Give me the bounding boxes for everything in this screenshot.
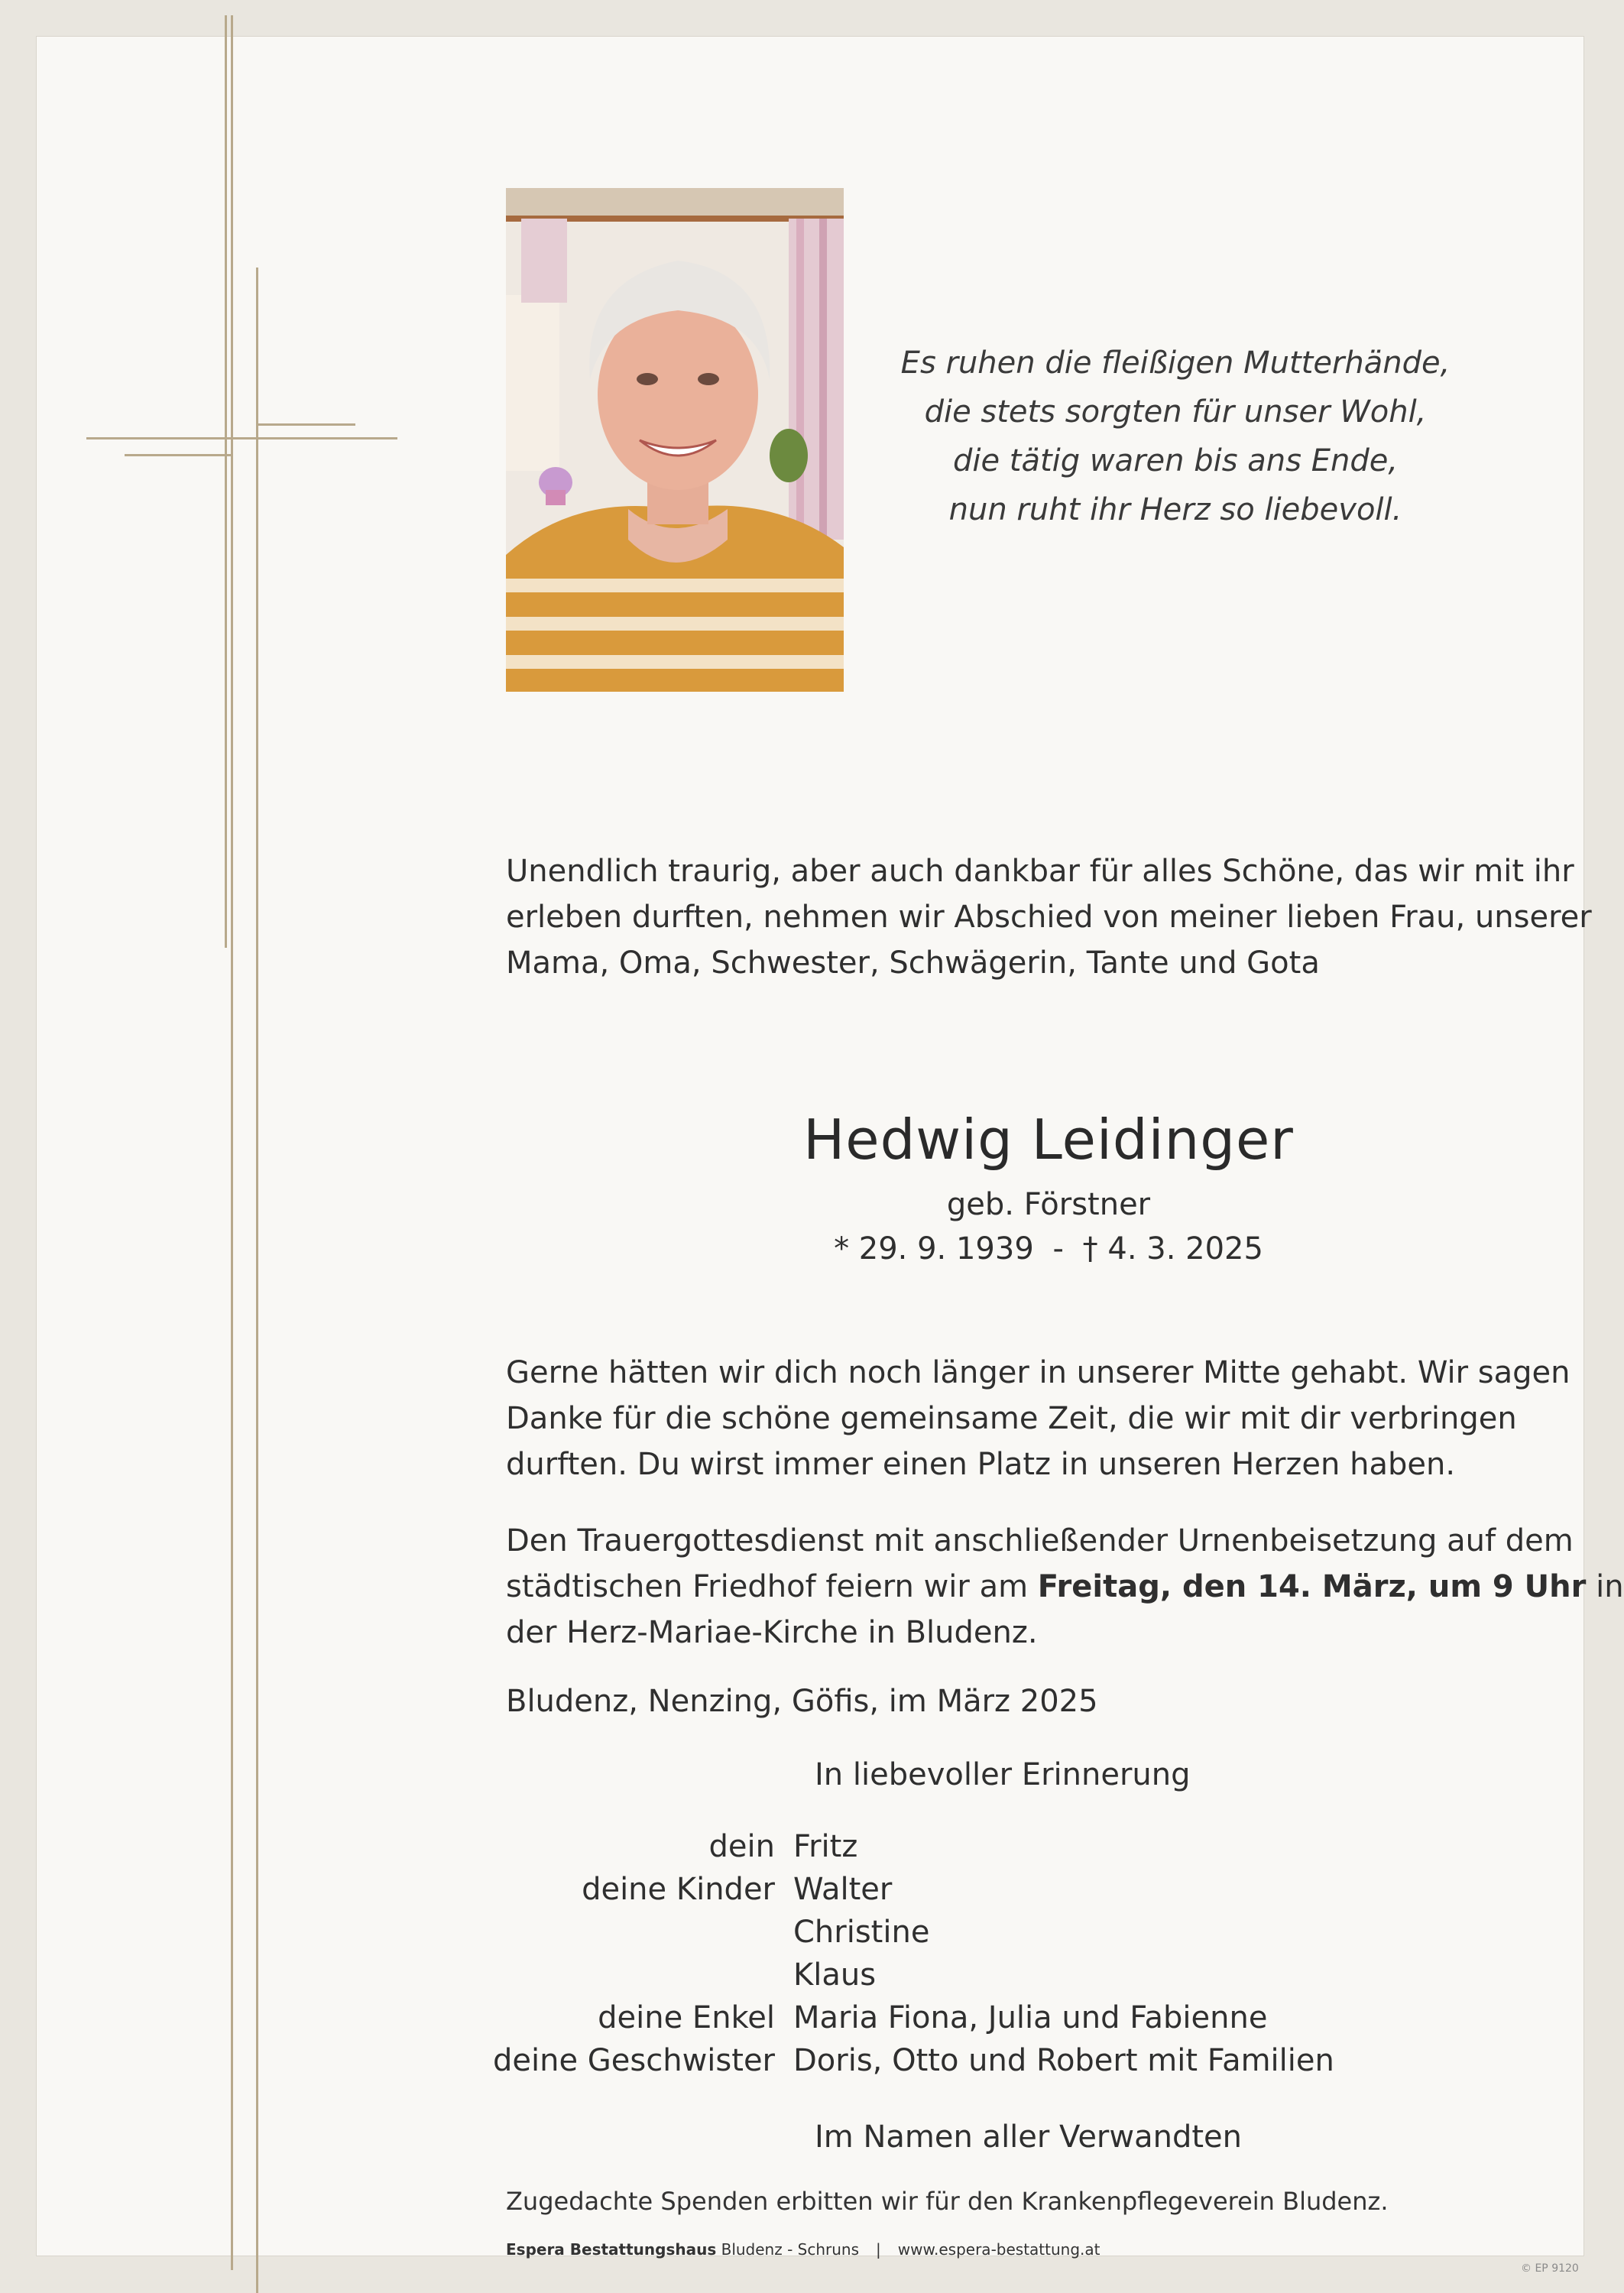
on-behalf-line: Im Namen aller Verwandten (815, 2119, 1242, 2155)
relative-names: Walter (793, 1872, 893, 1907)
intro-line: Mama, Oma, Schwester, Schwägerin, Tante und Gota (506, 945, 1320, 981)
relative-names: Maria Fiona, Julia und Fabienne (793, 2000, 1268, 2035)
relative-row (465, 1996, 1382, 2039)
relative-role (465, 1911, 793, 1954)
death-date: † 4. 3. 2025 (1082, 1231, 1263, 1267)
relative-role: dein (708, 1829, 775, 1864)
obituary-card (37, 37, 1624, 2259)
relatives-list (465, 1825, 1382, 2082)
cross-line (256, 268, 258, 2293)
place-date: Bludenz, Nenzing, Göfis, im März 2025 (506, 1684, 1098, 1719)
relative-names: Doris, Otto und Robert mit Familien (793, 2043, 1334, 2078)
relative-row (465, 1954, 1382, 1996)
cross-line (231, 15, 233, 2270)
farewell-line: durften. Du wirst immer einen Platz in unseren Herzen haben. (506, 1447, 1456, 1482)
poem-line: die tätig waren bis ans Ende, (952, 443, 1399, 478)
funeral-home-locations: Bludenz - Schruns (716, 2240, 860, 2259)
relative-row (465, 1825, 1382, 1868)
intro-line: Unendlich traurig, aber auch dankbar für alles Schöne, das wir mit ihr (506, 854, 1574, 889)
farewell-text (506, 1350, 1571, 1487)
service-text (506, 1518, 1624, 1656)
intro-text (506, 848, 1592, 986)
intro-line: erleben durften, nehmen wir Abschied von meiner lieben Frau, unserer (506, 900, 1592, 935)
relative-role: deine Enkel (598, 2000, 775, 2035)
relative-role: deine Kinder (582, 1872, 775, 1907)
farewell-line: Danke für die schöne gemeinsame Zeit, die wir mit dir verbringen (506, 1401, 1517, 1436)
footer-separator: | (876, 2240, 881, 2259)
service-text-post: in (1586, 1569, 1624, 1604)
relative-row (465, 2039, 1382, 2082)
birth-date: * 29. 9. 1939 (834, 1231, 1034, 1267)
birth-name: geb. Förstner (946, 1187, 1151, 1222)
portrait-photo (506, 188, 844, 692)
date-separator: - (1052, 1231, 1064, 1267)
relative-names: Klaus (793, 1957, 877, 1993)
poem-line: nun ruht ihr Herz so liebevoll. (948, 492, 1402, 527)
service-text-pre: städtischen Friedhof feiern wir am (506, 1569, 1038, 1604)
relative-names: Fritz (793, 1829, 858, 1864)
poem-line: Es ruhen die fleißigen Mutterhände, (900, 345, 1451, 381)
footer (506, 2238, 1100, 2261)
cross-line (125, 454, 232, 456)
cross-line (256, 423, 355, 426)
farewell-line: Gerne hätten wir dich noch länger in unserer Mitte gehabt. Wir sagen (506, 1355, 1571, 1390)
template-code: © EP 9120 (1521, 2262, 1579, 2275)
relative-row (465, 1911, 1382, 1954)
cross-line (86, 437, 397, 439)
service-line (506, 1564, 1624, 1610)
service-date-time: Freitag, den 14. März, um 9 Uhr (1037, 1569, 1587, 1604)
poem-line: die stets sorgten für unser Wohl, (924, 394, 1427, 430)
life-dates (506, 1226, 1591, 1272)
deceased-name: Hedwig Leidinger (803, 1108, 1294, 1172)
funeral-home-website: www.espera-bestattung.at (897, 2240, 1100, 2259)
relative-role: deine Geschwister (493, 2043, 775, 2078)
relative-names: Christine (793, 1915, 930, 1950)
service-line: der Herz-Mariae-Kirche in Bludenz. (506, 1615, 1038, 1650)
memory-line: In liebevoller Erinnerung (815, 1757, 1191, 1792)
service-line: Den Trauergottesdienst mit anschließender Urnenbeisetzung auf dem (506, 1523, 1574, 1558)
funeral-home-name: Espera Bestattungshaus (506, 2240, 717, 2259)
poem (870, 339, 1481, 534)
donation-note: Zugedachte Spenden erbitten wir für den Krankenpflegeverein Bludenz. (506, 2187, 1389, 2216)
relative-row (465, 1868, 1382, 1911)
relative-role (465, 1954, 793, 1996)
cross-line (225, 15, 227, 948)
